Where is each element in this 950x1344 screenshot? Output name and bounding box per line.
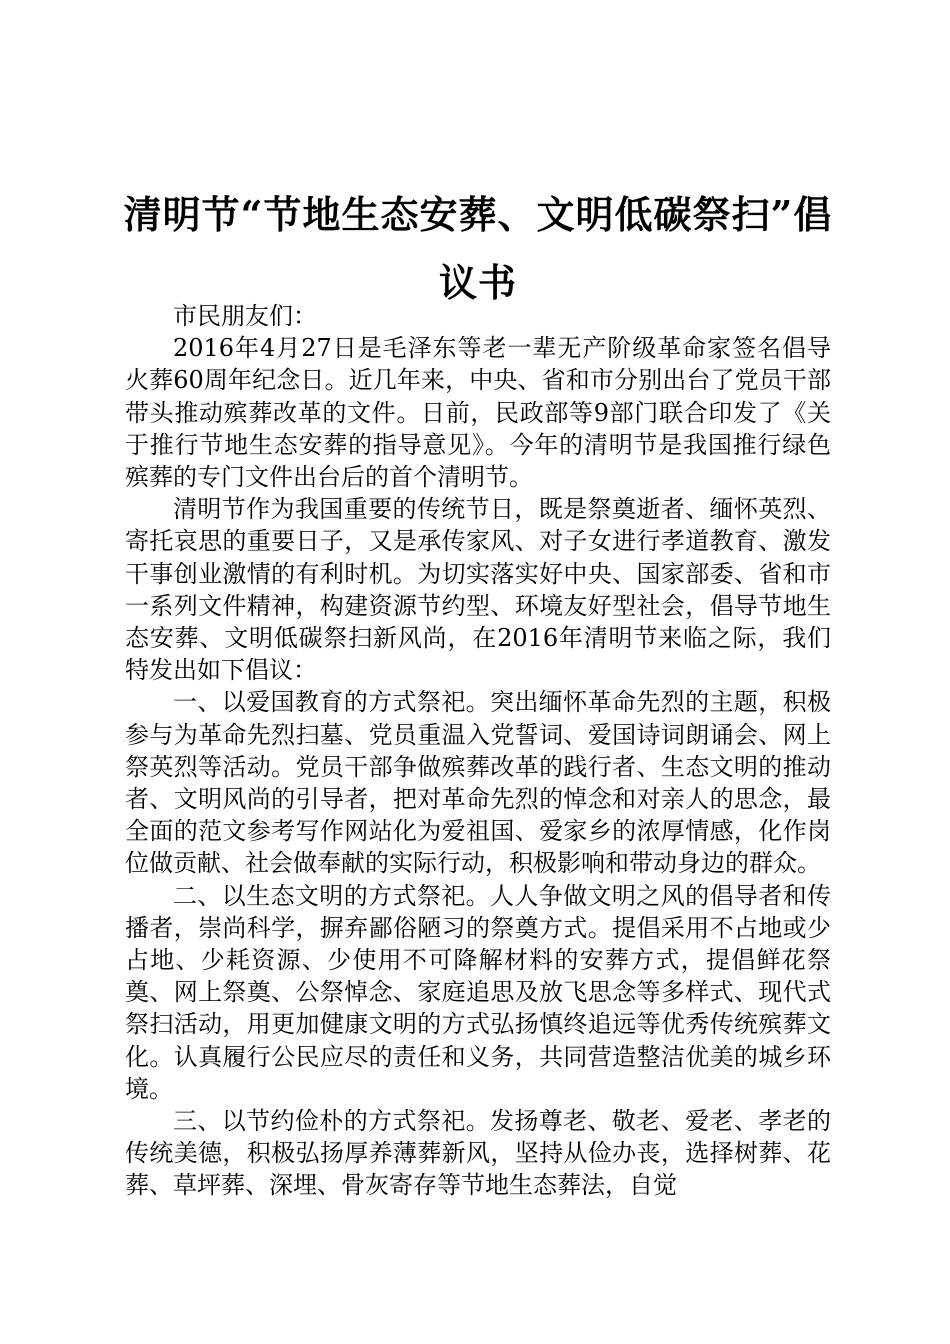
paragraph: 一、以爱国教育的方式祭祀。突出缅怀革命先烈的主题，积极参与为革命先烈扫墓、党员重温入党誓词、爱国诗词朗诵会、网上祭英烈等活动。党员干部争做殡葬改革的践行者、生态文明的推动者、文明风尚的引导者，把对革命先烈的悼念和对亲人的思念，最全面的范文参考写作网站化为爱祖国、爱家乡的浓厚情感，化作岗位做贡献、社会做奉献的实际行动，积极影响和带动身边的群众。 bbox=[125, 688, 831, 878]
salutation: 市民朋友们： bbox=[173, 302, 317, 330]
paragraph: 二、以生态文明的方式祭祀。人人争做文明之风的倡导者和传播者，崇尚科学，摒弃鄙俗陋习的祭奠方式。提倡采用不占地或少占地、少耗资源、少使用不可降解材料的安葬方式，提倡鲜花祭奠、网上祭奠、公祭悼念、家庭追思及放飞思念等多样式、现代式祭扫活动，用更加健康文明的方式弘扬慎终追远等优秀传统殡葬文化。认真履行公民应尽的责任和义务，共同营造整洁优美的城乡环境。 bbox=[125, 881, 831, 1103]
document-body bbox=[125, 300, 831, 1202]
paragraph: 三、以节约俭朴的方式祭祀。发扬尊老、敬老、爱老、孝老的传统美德，积极弘扬厚养薄葬新风，坚持从俭办丧，选择树葬、花葬、草坪葬、深埋、骨灰寄存等节地生态葬法，自觉 bbox=[125, 1107, 831, 1200]
paragraph: 2016年4月27日是毛泽东等老一辈无产阶级革命家签名倡导火葬60周年纪念日。近几年来，中央、省和市分别出台了党员干部带头推动殡葬改革的文件。日前，民政部等9部门联合印发了《关于推行节地生态安葬的指导意见》。今年的清明节是我国推行绿色殡葬的专门文件出台后的首个清明节。 bbox=[125, 334, 831, 492]
document-title: 清明节“节地生态安葬、文明低碳祭扫”倡议书 bbox=[123, 192, 833, 305]
paragraph: 清明节作为我国重要的传统节日，既是祭奠逝者、缅怀英烈、寄托哀思的重要日子，又是承传家风、对子女进行孝道教育、激发干事创业激情的有利时机。为切实落实好中央、国家部委、省和市一系列文件精神，构建资源节约型、环境友好型社会，倡导节地生态安葬、文明低碳祭扫新风尚，在2016年清明节来临之际，我们特发出如下倡议： bbox=[125, 495, 831, 685]
